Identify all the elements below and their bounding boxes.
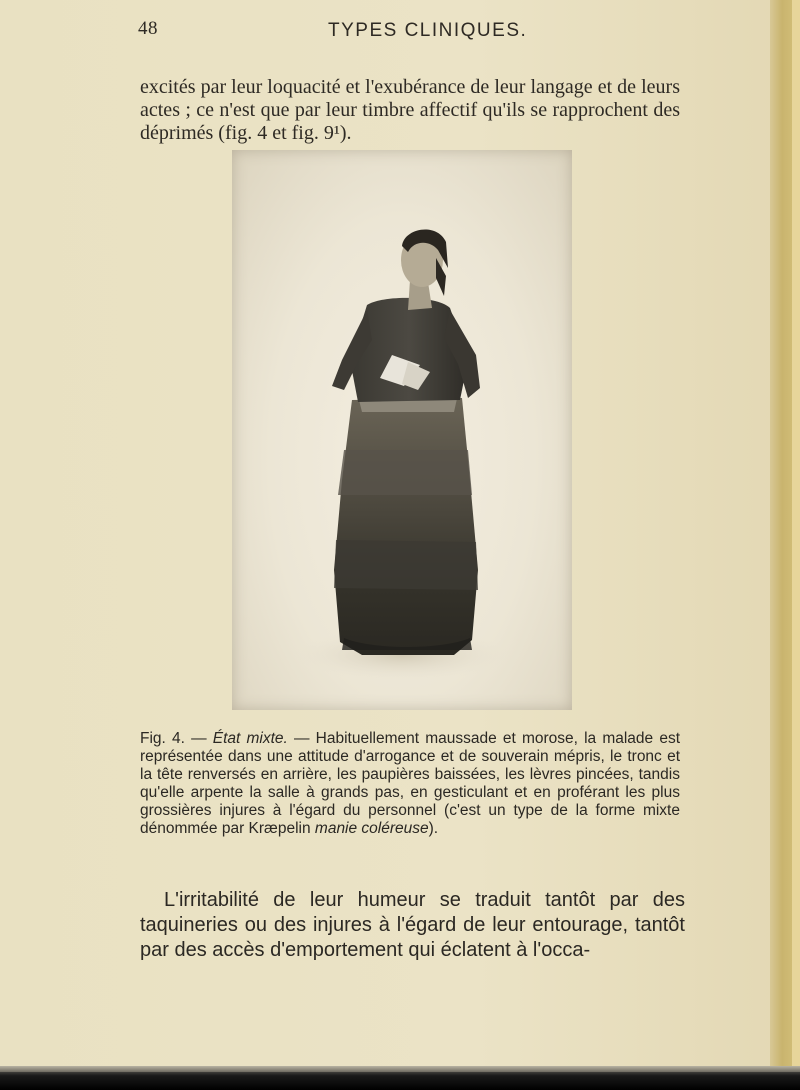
bottom-paragraph xyxy=(140,888,685,963)
bottom-paragraph-text: L'irritabilité de leur humeur se traduit tantôt par des taquineries ou des injures à l'égard de leur entourage, tantôt par des accès d'emportement qui éclatent à l'occa- xyxy=(140,889,685,961)
scan-bottom-border xyxy=(0,1066,800,1090)
page-header xyxy=(0,14,790,44)
page-edge-highlight xyxy=(792,0,800,1090)
figure-caption xyxy=(140,730,680,838)
figure-label: Fig. 4. xyxy=(140,730,185,747)
caption-italic-term: manie coléreuse xyxy=(314,820,429,837)
caption-dash: — xyxy=(184,730,213,747)
top-paragraph: excités par leur loquacité et l'exubérance de leur langage et de leurs actes ; ce n'est que par leur timbre affectif qu'ils se rapprochent des déprimés (fig. 4 et fig. 9¹). xyxy=(140,76,680,144)
caption-text: — Habituellement maussade et morose, la malade est représentée dans une attitude d'arrogance et de souverain mépris, le tronc et la tête renversés en arrière, les paupières baissées, les lèvres pincées, tandis qu'elle arpente la salle à grands pas, en gesticulant et en proférant les plus grossières injures à l'égard du personnel (c'est un type de la forme mixte dénommée par Kræpelin xyxy=(140,730,681,837)
woman-standing-illustration xyxy=(232,150,572,710)
running-head: TYPES CLINIQUES. xyxy=(328,20,528,41)
page-edge xyxy=(770,0,800,1090)
figure-photograph xyxy=(232,150,572,710)
caption-closing: ). xyxy=(428,820,439,837)
scan-border-highlight xyxy=(0,1066,800,1072)
figure-title: État mixte. xyxy=(212,730,288,747)
page-number: 48 xyxy=(138,18,158,39)
